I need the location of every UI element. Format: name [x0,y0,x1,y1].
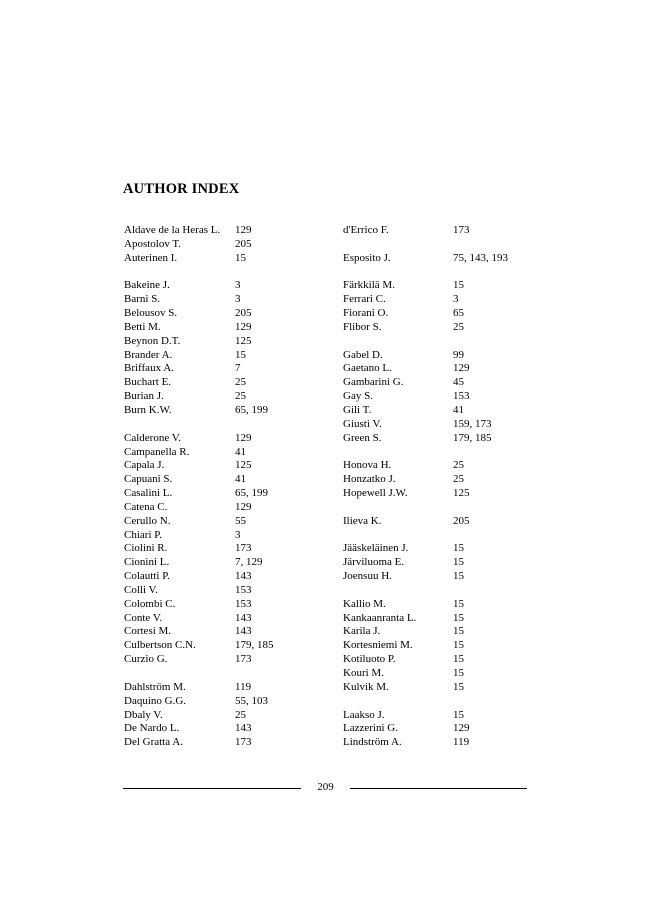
page-references: 15 [453,639,464,652]
page-references: 15 [235,251,246,264]
author-name: Capala J. [124,459,165,472]
page-references: 65, 199 [235,403,268,416]
author-name: Gaetano L. [343,362,392,375]
author-name: Gili T. [343,403,372,416]
author-name: d'Errico F. [343,224,389,236]
author-name: Gay S. [343,390,373,403]
page-references: 119 [453,736,470,749]
author-name: Culbertson C.N. [124,639,196,652]
author-name: Honova H. [343,459,392,472]
author-name: Capuani S. [124,473,173,486]
page-references: 3 [235,293,241,306]
page-references: 55, 103 [235,694,268,707]
author-name: Kotiluoto P. [343,653,396,666]
page-references: 15 [453,708,464,721]
page-references: 15 [453,279,464,292]
author-name: Aldave de la Heras L. [124,224,221,236]
page-references: 55 [235,514,246,527]
author-name: Cortesi M. [124,625,172,638]
author-name: Gabel D. [343,348,383,361]
author-name: Barni S. [124,293,161,306]
author-name: Betti M. [124,320,161,333]
author-name: Kallio M. [343,597,386,610]
page-references: 25 [453,473,464,486]
page-references: 15 [235,348,246,361]
page-references: 25 [453,459,464,472]
page-references: 15 [453,667,464,679]
page-references: 41 [235,445,246,458]
author-name: Curzio G. [124,653,168,666]
author-name: Briffaux A. [124,362,174,375]
author-name: Lazzerini G. [343,722,398,735]
page-references: 45 [453,376,464,389]
page-references: 25 [453,320,464,333]
author-name: Joensuu H. [343,570,392,583]
author-name: Ferrari C. [343,293,386,306]
page-references: 129 [453,722,470,735]
author-name: Brander A. [124,348,173,361]
page-references: 129 [235,500,252,513]
page-references: 205 [235,307,252,320]
author-name: Auterinen I. [124,251,178,264]
page-references: 159, 173 [453,417,492,430]
author-name: Jääskeläinen J. [343,542,409,555]
author-name: Dbaly V. [124,708,163,721]
author-name: Burian J. [124,390,164,403]
author-name: Honzatko J. [343,473,396,486]
author-name: Colli V. [124,583,158,596]
page-references: 15 [453,611,464,624]
page-references: 65 [453,307,464,320]
page-references: 15 [453,653,464,666]
page-references: 173 [235,653,252,666]
page-references: 15 [453,597,464,610]
author-name: Färkkilä M. [343,279,395,292]
author-name: Casalini L. [124,487,173,500]
author-name: Kouri M. [343,667,384,679]
page-references: 15 [453,570,464,583]
author-name: Laakso J. [343,708,385,721]
page-references: 15 [453,542,464,555]
page-references: 25 [235,708,246,721]
page-references: 41 [453,403,464,416]
page-references: 143 [235,625,252,638]
author-name: Hopewell J.W. [343,487,408,500]
page-references: 205 [453,514,470,527]
author-name: Järviluoma E. [343,556,405,569]
page-references: 143 [235,570,252,583]
author-name: Chiari P. [124,528,162,541]
page-references: 125 [235,459,252,472]
page-references: 129 [453,362,470,375]
page-title: AUTHOR INDEX [123,181,240,197]
page-references: 173 [235,736,252,749]
page-references: 173 [235,542,252,555]
author-name: Kulvik M. [343,680,389,693]
page-references: 15 [453,625,464,638]
author-name: Del Gratta A. [124,736,183,749]
author-name: Apostolov T. [124,237,182,250]
author-name: Beynon D.T. [124,334,181,347]
author-name: Bakeine J. [124,279,170,292]
page-references: 3 [235,528,241,541]
page-references: 179, 185 [235,639,274,652]
page-references: 3 [453,293,459,306]
page-references: 173 [453,224,470,236]
author-name: Gambarini G. [343,376,404,389]
author-name: Dahlström M. [124,680,186,693]
page-references: 41 [235,473,246,486]
author-name: Esposito J. [343,251,391,264]
author-name: Kortesniemi M. [343,639,413,652]
author-name: Catena C. [124,500,168,513]
page-references: 65, 199 [235,487,268,500]
page-references: 119 [235,680,252,693]
page-references: 75, 143, 193 [453,251,508,264]
author-name: Belousov S. [124,307,178,320]
page-references: 153 [235,583,252,596]
author-name: Buchart E. [124,376,172,389]
page-references: 143 [235,611,252,624]
footer-rule-right [350,788,527,789]
page-references: 7, 129 [235,556,263,569]
author-name: Daquino G.G. [124,694,187,707]
author-name: Karila J. [343,625,381,638]
page-references: 143 [235,722,252,735]
author-name: Ciolini R. [124,542,168,555]
author-name: Cerullo N. [124,514,171,527]
author-name: Fiorani O. [343,307,389,320]
author-name: Colombi C. [124,597,176,610]
author-name: Giusti V. [343,417,382,430]
author-name: Conte V. [124,611,163,624]
author-name: Calderone V. [124,431,182,444]
author-name: Campanella R. [124,445,190,458]
page-references: 125 [235,334,252,347]
page-references: 153 [453,390,470,403]
page-number: 209 [317,781,334,793]
author-name: Flibor S. [343,320,382,333]
page-references: 99 [453,348,464,361]
page-references: 205 [235,237,252,250]
page-references: 3 [235,279,241,292]
page-references: 129 [235,320,252,333]
author-name: Colautti P. [124,570,170,583]
author-name: Ilieva K. [343,514,382,527]
page-references: 7 [235,362,241,375]
author-name: Cionini L. [124,556,170,569]
author-name: Kankaanranta L. [343,611,417,624]
page-references: 25 [235,376,246,389]
page-references: 129 [235,431,252,444]
footer-rule-left [123,788,301,789]
author-name: Green S. [343,431,382,444]
page-references: 25 [235,390,246,403]
author-name: Lindström A. [343,736,402,749]
page-references: 179, 185 [453,431,492,444]
page-references: 15 [453,556,464,569]
author-name: Burn K.W. [124,403,172,416]
page-references: 15 [453,680,464,693]
page-references: 129 [235,224,252,236]
page-references: 153 [235,597,252,610]
page-references: 125 [453,487,470,500]
author-name: De Nardo L. [124,722,180,735]
